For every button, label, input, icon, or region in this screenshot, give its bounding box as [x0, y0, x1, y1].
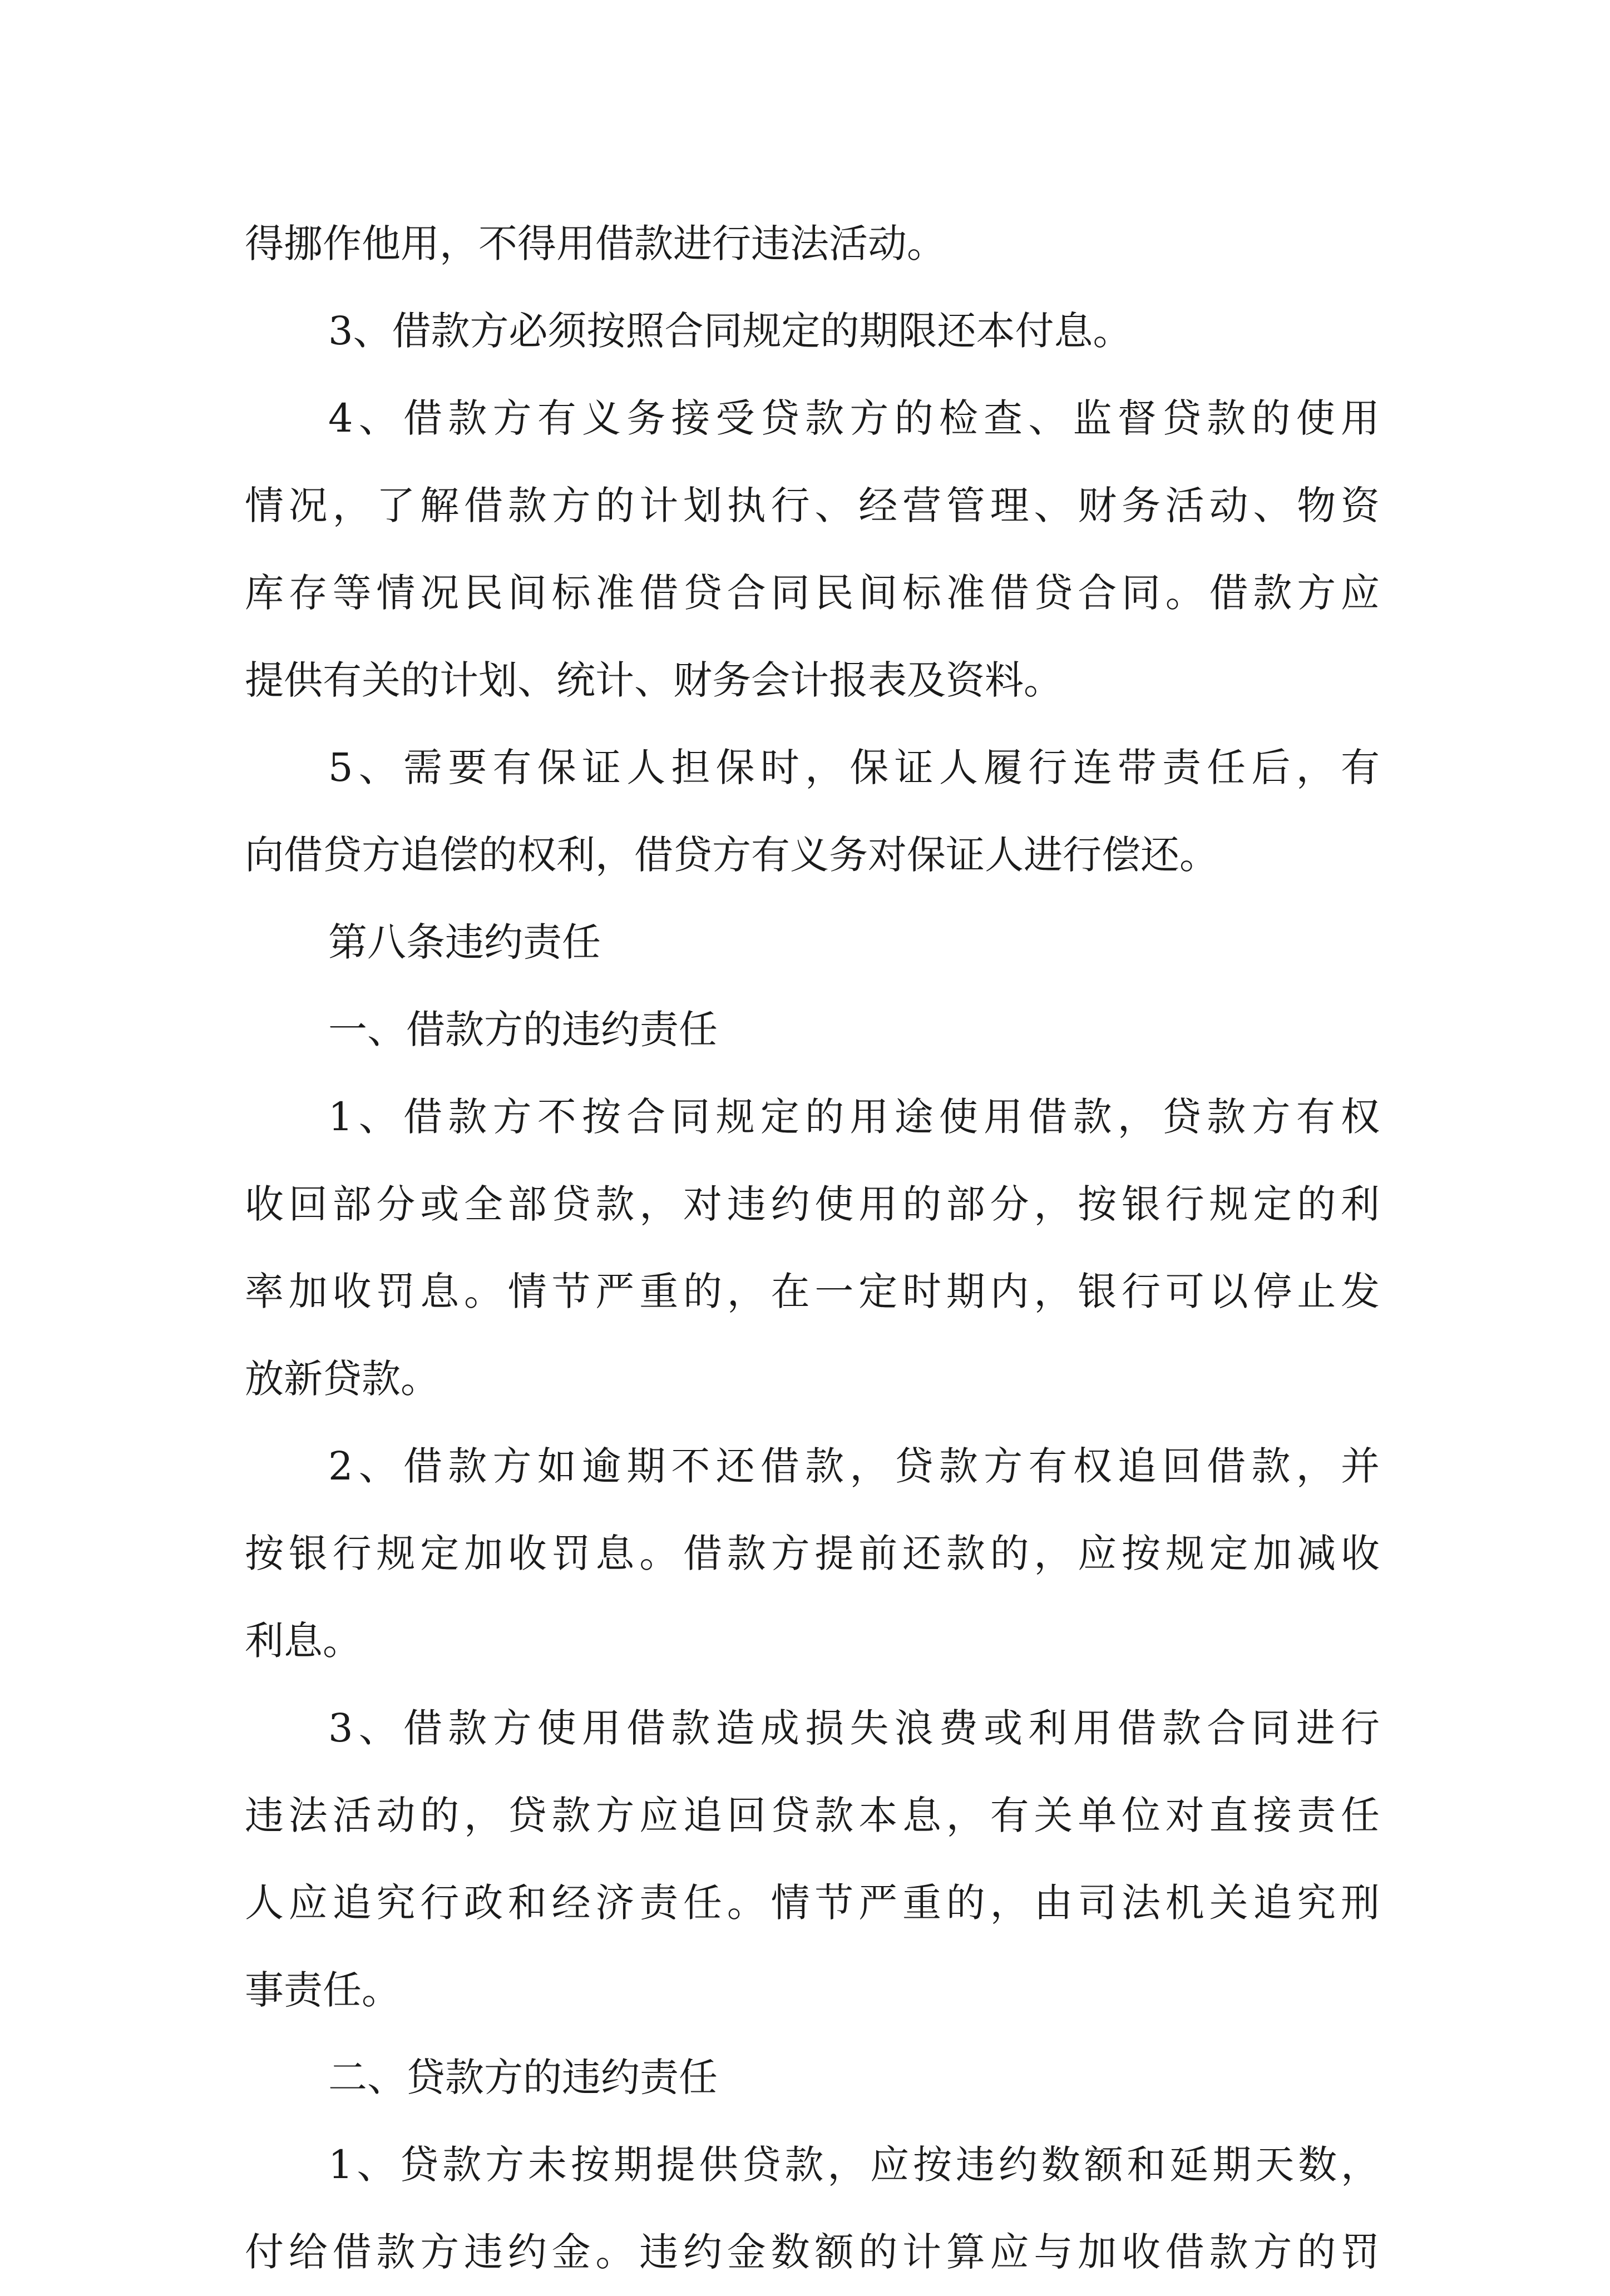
text-line-4: 情况，了解借款方的计划执行、经营管理、财务活动、物资: [245, 483, 1380, 528]
document-body: [245, 200, 1380, 2296]
section-heading-article-8: 第八条违约责任: [328, 919, 601, 965]
text-line-15: 2、借款方如逾期不还借款，贷款方有权追回借款，并: [328, 1443, 1380, 1489]
text-line-12: 收回部分或全部贷款，对违约使用的部分，按银行规定的利: [245, 1181, 1380, 1227]
subheading-borrower-liability: 一、借款方的违约责任: [328, 1007, 718, 1052]
text-line-2: 3、借款方必须按照合同规定的期限还本付息。: [328, 308, 1132, 354]
text-line-6: 提供有关的计划、统计、财务会计报表及资料。: [245, 657, 1063, 703]
text-line-13: 率加收罚息。情节严重的，在一定时期内，银行可以停止发: [245, 1269, 1380, 1314]
text-line-3: 4、借款方有义务接受贷款方的检查、监督贷款的使用: [328, 395, 1380, 441]
text-line-7: 5、需要有保证人担保时，保证人履行连带责任后，有: [328, 745, 1380, 790]
text-line-18: 3、借款方使用借款造成损失浪费或利用借款合同进行: [328, 1705, 1380, 1751]
text-line-16: 按银行规定加收罚息。借款方提前还款的，应按规定加减收: [245, 1531, 1380, 1576]
text-line-21: 事责任。: [245, 1967, 401, 2013]
subheading-lender-liability: 二、贷款方的违约责任: [328, 2055, 718, 2100]
text-line-8: 向借贷方追偿的权利，借贷方有义务对保证人进行偿还。: [245, 832, 1218, 878]
text-line-23: 1、贷款方未按期提供贷款，应按违约数额和延期天数，: [328, 2142, 1380, 2188]
text-line-17: 利息。: [245, 1618, 362, 1664]
text-line-19: 违法活动的，贷款方应追回贷款本息，有关单位对直接责任: [245, 1793, 1380, 1838]
text-line-24: 付给借款方违约金。违约金数额的计算应与加收借款方的罚: [245, 2229, 1380, 2275]
text-line-14: 放新贷款。: [245, 1356, 439, 1402]
text-line-5: 库存等情况民间标准借贷合同民间标准借贷合同。借款方应: [245, 570, 1380, 616]
text-line-1: 得挪作他用，不得用借款进行违法活动。: [245, 221, 946, 266]
text-line-20: 人应追究行政和经济责任。情节严重的，由司法机关追究刑: [245, 1880, 1380, 1926]
text-line-11: 1、借款方不按合同规定的用途使用借款，贷款方有权: [328, 1094, 1380, 1140]
